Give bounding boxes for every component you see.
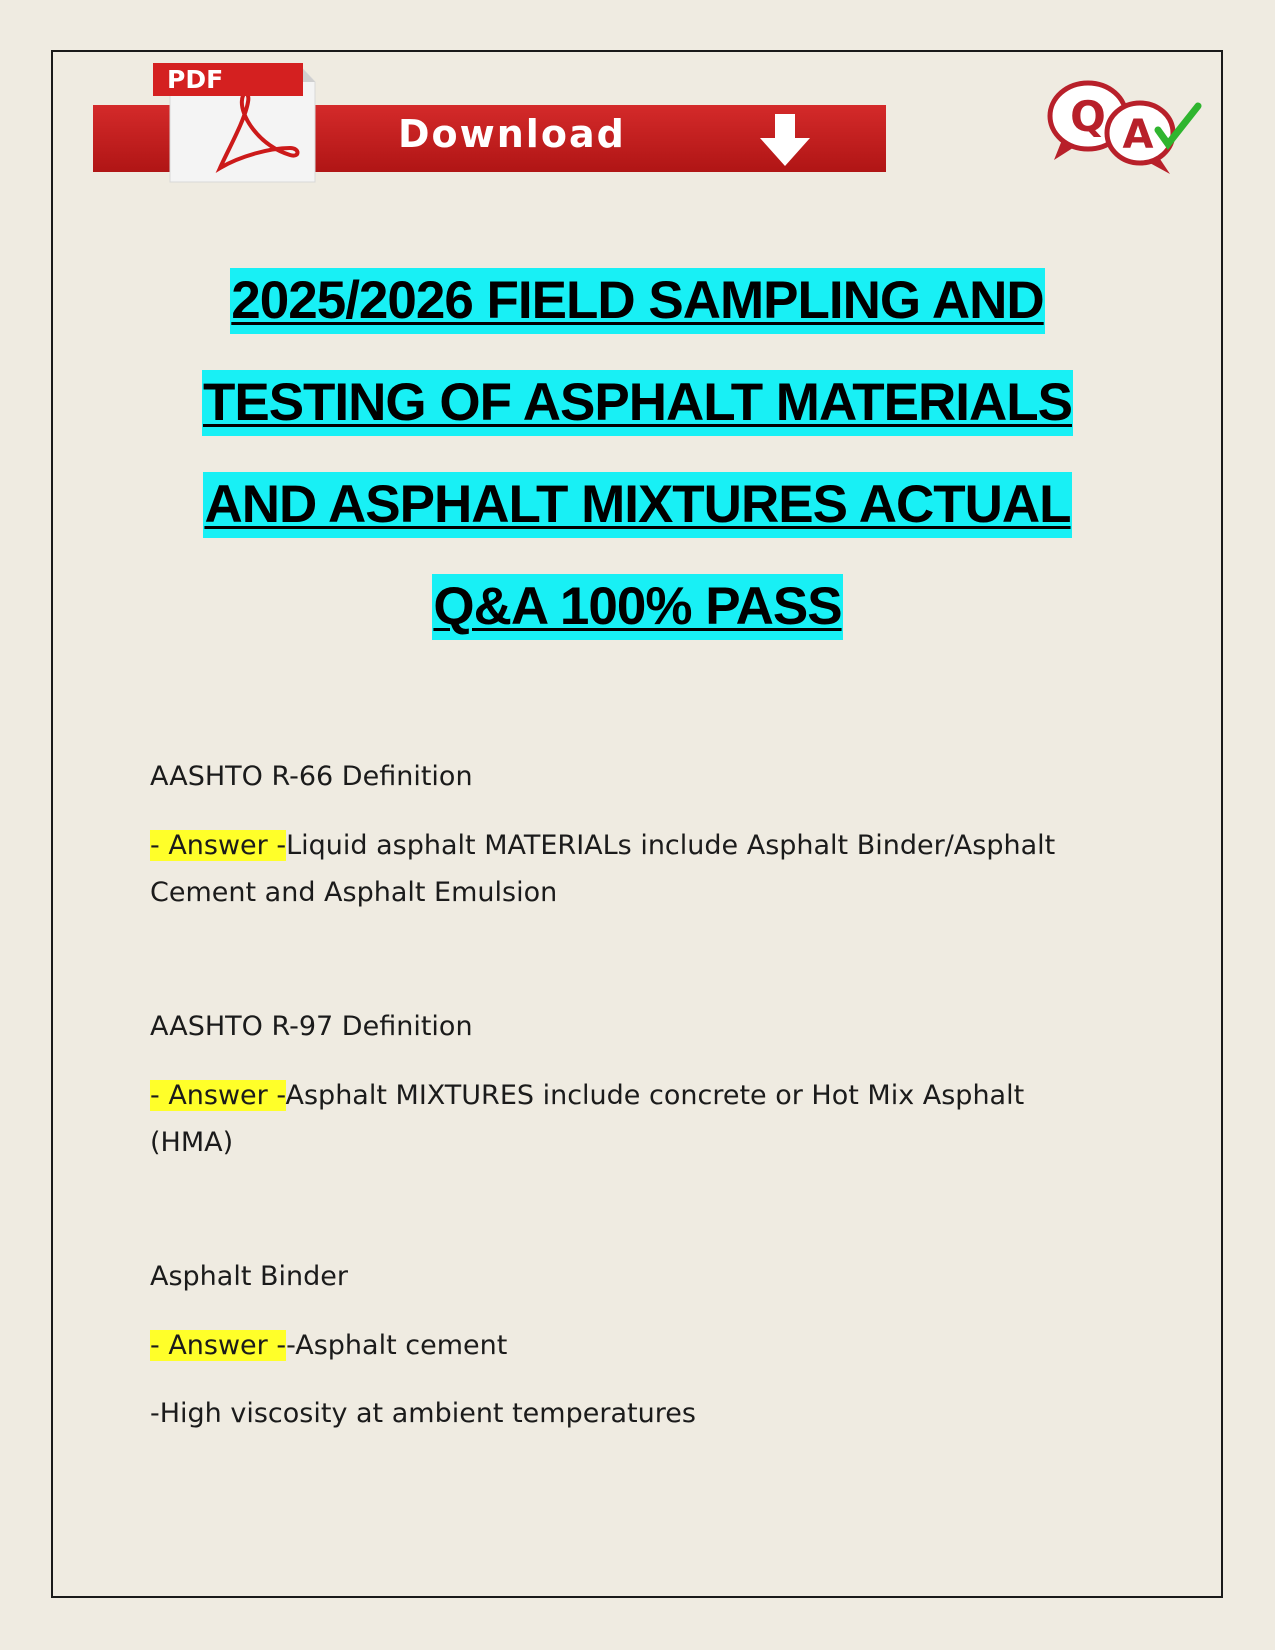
answer-text: -Asphalt cement [286, 1330, 508, 1361]
answer-prefix: - Answer - [150, 1330, 287, 1361]
qa-logo-icon [1040, 78, 1210, 178]
answer-2 [150, 1072, 1080, 1166]
title-line-2: TESTING OF ASPHALT MATERIALS [202, 370, 1073, 436]
answer-3-extra: -High viscosity at ambient temperatures [150, 1398, 696, 1429]
answer-3 [150, 1322, 1080, 1369]
title-line-3: AND ASPHALT MIXTURES ACTUAL [203, 472, 1071, 538]
question-1: AASHTO R-66 Definition [150, 761, 473, 792]
answer-prefix: - Answer - [150, 830, 287, 861]
answer-text: Liquid asphalt MATERIALs include Asphalt Binder/Asphalt Cement and Asphalt Emulsion [150, 830, 1056, 908]
download-arrow-icon [758, 112, 812, 168]
title-line-4: Q&A 100% PASS [432, 574, 842, 640]
answer-text: Asphalt MIXTURES include concrete or Hot Mix Asphalt (HMA) [150, 1080, 1025, 1158]
answer-prefix: - Answer - [150, 1080, 286, 1111]
pdf-label: PDF [153, 63, 303, 96]
answer-1 [150, 822, 1080, 916]
question-3: Asphalt Binder [150, 1261, 348, 1292]
pdf-download-banner[interactable] [93, 60, 886, 185]
title-line-1: 2025/2026 FIELD SAMPLING AND [230, 268, 1044, 334]
question-2: AASHTO R-97 Definition [150, 1011, 473, 1042]
svg-text:Q: Q [1070, 92, 1106, 141]
svg-text:A: A [1122, 112, 1154, 158]
pdf-icon [150, 60, 320, 185]
download-label: Download [398, 112, 626, 156]
